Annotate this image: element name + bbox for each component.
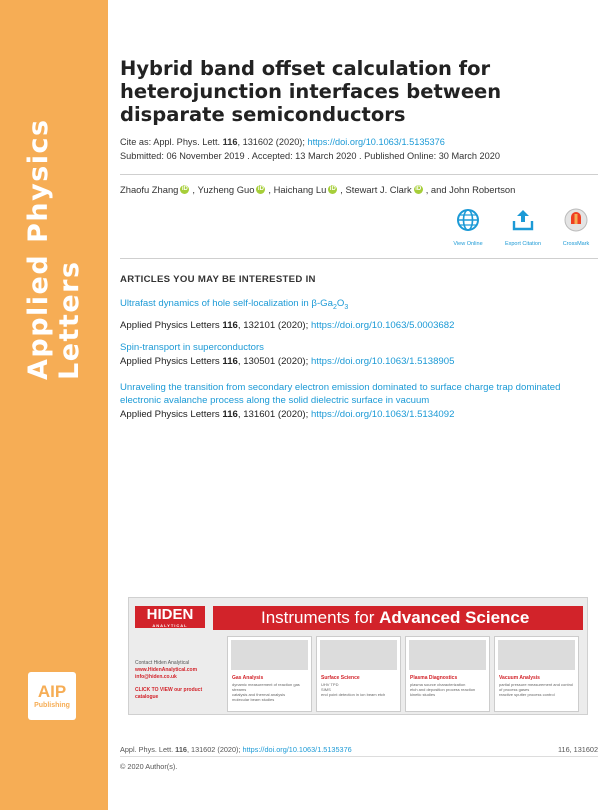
related-article-citation <box>120 355 600 368</box>
ad-card-line: kinetic studies <box>410 692 436 697</box>
related-article <box>120 381 600 421</box>
aip-logo-sub: Publishing <box>34 702 70 709</box>
cite-as-line <box>120 137 445 147</box>
crossmark-label: CrossMark <box>562 241 590 247</box>
citation-journal: Applied Physics Letters <box>120 319 223 331</box>
divider <box>120 756 598 757</box>
footer-doi-link[interactable]: https://doi.org/10.1063/1.5135376 <box>242 745 352 754</box>
orcid-icon[interactable]: iD <box>181 186 188 192</box>
ad-card-line: of process gases <box>499 687 530 692</box>
ad-card-line: reactive sputter process control <box>499 692 555 697</box>
instrument-image <box>320 640 397 670</box>
title-subscript: 2 <box>332 303 337 311</box>
related-article-title[interactable] <box>120 297 600 314</box>
title-text: Ultrafast dynamics of hole self-localization in β-Ga <box>120 298 333 309</box>
hiden-logo-text: HIDEN <box>146 606 194 623</box>
ad-card-line: UHV TPD <box>321 682 339 687</box>
journal-sidebar <box>0 0 108 810</box>
instrument-image <box>409 640 486 670</box>
article-actions <box>0 208 612 248</box>
crossmark-icon <box>564 208 588 232</box>
footer-page-ref: 116, 131602 <box>558 745 599 754</box>
cite-volume: 116 <box>222 137 238 147</box>
footer-journal: Appl. Phys. Lett. <box>120 745 176 754</box>
related-article-title[interactable]: Unraveling the transition from secondary electron emission dominated to surface charge trap dominated electronic avalanche process along the solid dielectric surface in vacuum <box>120 382 561 406</box>
orcid-icon[interactable]: iD <box>329 186 336 192</box>
copyright: © 2020 Author(s). <box>120 762 178 771</box>
citation-volume: 116 <box>222 356 238 367</box>
view-online-button[interactable] <box>448 208 488 247</box>
title-text: O <box>336 298 345 309</box>
article-title: Hybrid band offset calculation for heterojunction interfaces between disparate semiconductors <box>120 57 502 126</box>
divider <box>120 174 598 175</box>
related-article-citation <box>120 408 600 421</box>
ad-card-title: Gas Analysis <box>232 675 264 681</box>
citation-journal: Applied Physics Letters <box>120 356 223 367</box>
citation-rest: , 132101 (2020); <box>237 319 311 331</box>
view-online-label: View Online <box>453 241 483 247</box>
publication-dates: Submitted: 06 November 2019 . Accepted: 13 March 2020 . Published Online: 30 March 2020 <box>120 151 500 161</box>
export-citation-button[interactable] <box>503 208 543 247</box>
ad-card <box>316 636 401 712</box>
author-name[interactable]: Stewart J. Clark <box>345 184 412 195</box>
ad-card-title: Surface Science <box>321 675 360 681</box>
orcid-icon[interactable]: iD <box>257 186 264 192</box>
ad-card-line: catalysis and thermal analysis <box>232 692 286 697</box>
ad-card-line: dynamic measurement of reaction gas streams <box>232 682 300 692</box>
title-subscript: 3 <box>344 303 349 311</box>
citation-volume: 116 <box>222 409 238 420</box>
ad-card-line: SIMS <box>321 687 331 692</box>
export-citation-label: Export Citation <box>504 241 542 247</box>
ad-card-title: Plasma Diagnostics <box>410 675 458 681</box>
related-articles-heading: ARTICLES YOU MAY BE INTERESTED IN <box>120 274 316 285</box>
related-article-citation <box>120 319 600 332</box>
footer-rest: , 131602 (2020); <box>186 745 243 754</box>
ad-card-line: partial pressure measurement and control <box>499 682 574 687</box>
related-article <box>120 297 600 332</box>
citation-rest: , 130501 (2020); <box>237 356 311 367</box>
aip-logo-main: AIP <box>37 682 67 701</box>
ad-card <box>405 636 490 712</box>
ad-contact <box>135 660 223 701</box>
author-name-last[interactable]: , and John Robertson <box>425 184 516 195</box>
instrument-image <box>231 640 308 670</box>
related-article <box>120 341 600 368</box>
hiden-logo <box>135 606 205 628</box>
ad-card-title: Vacuum Analysis <box>499 675 540 681</box>
author-list: Zhaofu Zhang iD , Yuzheng Guo iD , Haichang Lu iD , Stewart J. Clark iD , and John Robertson <box>120 184 516 195</box>
cite-rest: , 131602 (2020); <box>237 137 308 147</box>
ad-headline-prefix: Instruments for <box>261 608 380 627</box>
ad-headline-bold: Advanced Science <box>379 608 530 627</box>
ad-card-line: plasma source characterization <box>410 682 466 687</box>
aip-publishing-logo[interactable] <box>28 672 76 720</box>
ad-card <box>494 636 579 712</box>
related-article-doi-link[interactable]: https://doi.org/10.1063/1.5138905 <box>310 356 455 367</box>
citation-journal: Applied Physics Letters <box>120 409 223 420</box>
footer-citation <box>120 745 352 754</box>
footer-volume: 116 <box>175 745 187 754</box>
orcid-icon[interactable]: iD <box>415 186 422 192</box>
citation-volume: 116 <box>222 319 238 331</box>
related-article-doi-link[interactable]: https://doi.org/10.1063/1.5134092 <box>310 409 455 420</box>
ad-cta[interactable]: CLICK TO VIEW our product catalogue <box>135 687 203 700</box>
crossmark-button[interactable] <box>556 208 596 247</box>
ad-contact-email[interactable]: info@hiden.co.uk <box>135 674 177 680</box>
ad-card-line: molecular beam studies <box>232 697 275 702</box>
ad-card-line: etch and deposition process reaction <box>410 687 476 692</box>
author-name[interactable]: Yuzheng Guo <box>197 184 255 195</box>
article-doi-link[interactable]: https://doi.org/10.1063/1.5135376 <box>307 137 445 147</box>
journal-name: Applied Physics Letters <box>23 118 85 380</box>
globe-icon <box>456 208 480 232</box>
related-article-doi-link[interactable]: https://doi.org/10.1063/5.0003682 <box>310 319 455 331</box>
advertisement-banner[interactable] <box>128 597 588 715</box>
divider <box>120 258 598 259</box>
ad-card <box>227 636 312 712</box>
ad-contact-heading: Contact Hiden Analytical <box>135 660 190 666</box>
author-name[interactable]: Haichang Lu <box>273 184 327 195</box>
ad-headline <box>213 606 583 630</box>
ad-card-line: end point detection in ion beam etch <box>321 692 386 697</box>
instrument-image <box>498 640 575 670</box>
export-icon <box>511 208 535 232</box>
author-name[interactable]: Zhaofu Zhang <box>120 184 179 195</box>
hiden-logo-sub: ANALYTICAL <box>152 623 188 628</box>
citation-rest: , 131601 (2020); <box>237 409 311 420</box>
ad-contact-website[interactable]: www.HidenAnalytical.com <box>135 667 198 673</box>
related-article-title[interactable]: Spin-transport in superconductors <box>120 342 264 353</box>
cite-prefix: Cite as: Appl. Phys. Lett. <box>120 137 223 147</box>
